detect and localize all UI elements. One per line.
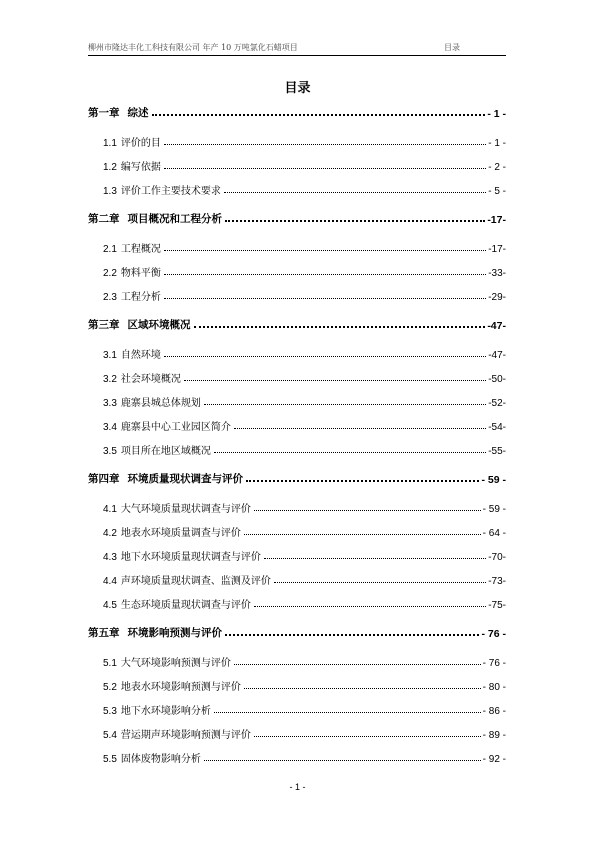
toc-section-entry[interactable] (103, 653, 506, 669)
toc-section-entry[interactable] (103, 287, 506, 303)
toc-entry-code: 3.2 (103, 374, 117, 385)
toc-chapter-entry[interactable] (88, 470, 506, 486)
toc-entry-page: -17- (488, 244, 506, 255)
toc-entry-title: 自然环境 (120, 350, 161, 361)
toc-entry-label (103, 548, 261, 563)
toc-entry-code: 4.4 (103, 576, 117, 587)
toc-entry-title: 物料平衡 (120, 268, 161, 279)
toc-entry-page: - 59 - (482, 504, 506, 515)
toc-chapter-entry[interactable] (88, 210, 506, 226)
toc-entry-label (103, 240, 161, 255)
toc-dot-leader (164, 250, 486, 251)
toc-entry-code: 3.5 (103, 446, 117, 457)
toc-entry-code: 第二章 (88, 213, 120, 225)
toc-entry-page: - 76 - (481, 628, 506, 640)
toc-entry-page: - 86 - (482, 706, 506, 717)
toc-entry-page: - 76 - (482, 658, 506, 669)
toc-entry-page: -17- (487, 214, 506, 226)
toc-dot-leader (244, 688, 481, 689)
toc-dot-leader (244, 534, 481, 535)
toc-entry-title: 环境质量现状调查与评价 (127, 473, 243, 485)
toc-entry-label (103, 346, 161, 361)
toc-entry-page: -55- (488, 446, 506, 457)
toc-entry-title: 综述 (127, 107, 149, 119)
toc-section-entry[interactable] (103, 701, 506, 717)
toc-dot-leader (274, 582, 486, 583)
toc-dot-leader (225, 634, 479, 636)
toc-entry-title: 固体废物影响分析 (120, 754, 201, 765)
toc-entry-code: 4.3 (103, 552, 117, 563)
toc-entry-title: 环境影响预测与评价 (127, 627, 222, 639)
toc-entry-label (103, 134, 161, 149)
toc-entry-title: 大气环境质量现状调查与评价 (120, 504, 251, 515)
toc-dot-leader (264, 558, 486, 559)
toc-entry-title: 地下水环境影响分析 (120, 706, 211, 717)
toc-entry-label (103, 158, 161, 173)
toc-entry-page: - 2 - (488, 162, 506, 173)
toc-section-entry[interactable] (103, 181, 506, 197)
toc-entry-code: 1.3 (103, 186, 117, 197)
toc-entry-label (103, 370, 181, 385)
toc-entry-label (103, 678, 241, 693)
toc-entry-code: 5.1 (103, 658, 117, 669)
toc-entry-code: 第四章 (88, 473, 120, 485)
toc-entry-page: -47- (488, 350, 506, 361)
toc-section-entry[interactable] (103, 499, 506, 515)
toc-entry-label (103, 418, 231, 433)
toc-dot-leader (246, 480, 479, 482)
header-document-title: 柳州市隆达丰化工科技有限公司 年产 10 万吨氯化石蜡项目 (88, 43, 298, 52)
toc-dot-leader (254, 510, 481, 511)
toc-section-entry[interactable] (103, 523, 506, 539)
toc-entry-title: 区域环境概况 (127, 319, 191, 331)
toc-chapter-entry[interactable] (88, 624, 506, 640)
toc-entry-page: -47- (487, 320, 506, 332)
toc-entry-label (88, 471, 243, 486)
toc-entry-page: - 89 - (482, 730, 506, 741)
toc-entry-title: 编写依据 (120, 162, 161, 173)
toc-entry-page: - 64 - (482, 528, 506, 539)
toc-entry-label (103, 182, 221, 197)
toc-entry-page: - 59 - (481, 474, 506, 486)
toc-dot-leader (194, 326, 486, 328)
toc-entry-code: 4.1 (103, 504, 117, 515)
toc-entry-page: - 1 - (488, 138, 506, 149)
toc-entry-code: 5.4 (103, 730, 117, 741)
toc-section-entry[interactable] (103, 239, 506, 255)
toc-entry-title: 地下水环境质量现状调查与评价 (120, 552, 261, 563)
toc-section-entry[interactable] (103, 133, 506, 149)
toc-entry-code: 5.2 (103, 682, 117, 693)
toc-dot-leader (214, 712, 481, 713)
toc-chapter-entry[interactable] (88, 104, 506, 120)
toc-entry-code: 2.1 (103, 244, 117, 255)
toc-entry-label (103, 288, 161, 303)
toc-dot-leader (204, 404, 486, 405)
toc-entry-label (103, 264, 161, 279)
toc-entry-code: 第五章 (88, 627, 120, 639)
toc-entry-page: -70- (488, 552, 506, 563)
toc-entry-label (103, 750, 201, 765)
page-number: - 1 - (289, 782, 306, 792)
toc-entry-code: 3.4 (103, 422, 117, 433)
toc-entry-code: 第一章 (88, 107, 120, 119)
toc-section-entry[interactable] (103, 417, 506, 433)
page-title: 目录 (284, 81, 311, 96)
toc-entry-title: 鹿寨县城总体规划 (120, 398, 201, 409)
toc-entry-code: 第三章 (88, 319, 120, 331)
toc-dot-leader (204, 760, 481, 761)
toc-entry-page: - 5 - (488, 186, 506, 197)
toc-entry-page: -52- (488, 398, 506, 409)
toc-section-entry[interactable] (103, 345, 506, 361)
toc-entry-page: -33- (488, 268, 506, 279)
toc-entry-title: 鹿寨县中心工业园区简介 (120, 422, 231, 433)
toc-entry-label (103, 394, 201, 409)
toc-section-entry[interactable] (103, 157, 506, 173)
toc-entry-title: 营运期声环境影响预测与评价 (120, 730, 251, 741)
toc-section-entry[interactable] (103, 595, 506, 611)
toc-entry-title: 工程概况 (120, 244, 161, 255)
toc-entry-label (103, 726, 251, 741)
toc-entry-label (103, 524, 241, 539)
toc-dot-leader (164, 274, 486, 275)
toc-dot-leader (164, 144, 486, 145)
toc-section-entry[interactable] (103, 547, 506, 563)
toc-entry-title: 评价工作主要技术要求 (120, 186, 221, 197)
toc-entry-code: 3.1 (103, 350, 117, 361)
toc-entry-title: 声环境质量现状调查、监测及评价 (120, 576, 271, 587)
toc-entry-page: - 92 - (482, 754, 506, 765)
toc-entry-title: 评价的目 (120, 138, 161, 149)
toc-entry-title: 工程分析 (120, 292, 161, 303)
toc-entry-title: 生态环境质量现状调查与评价 (120, 600, 251, 611)
toc-entry-page: -29- (488, 292, 506, 303)
toc-dot-leader (225, 220, 485, 222)
toc-chapter-entry[interactable] (88, 316, 506, 332)
toc-section-entry[interactable] (103, 369, 506, 385)
toc-entry-label (103, 572, 271, 587)
toc-entry-title: 大气环境影响预测与评价 (120, 658, 231, 669)
toc-dot-leader (234, 664, 481, 665)
toc-entry-code: 5.3 (103, 706, 117, 717)
toc-entry-label (103, 654, 231, 669)
toc-dot-leader (254, 736, 481, 737)
toc-entry-page: -73- (488, 576, 506, 587)
toc-section-entry[interactable] (103, 677, 506, 693)
toc-entry-code: 3.3 (103, 398, 117, 409)
toc-dot-leader (152, 114, 486, 116)
toc-entry-label (103, 442, 211, 457)
toc-entry-title: 地表水环境影响预测与评价 (120, 682, 241, 693)
toc-dot-leader (214, 452, 486, 453)
toc-entry-label (103, 500, 251, 515)
toc-dot-leader (164, 168, 486, 169)
toc-entry-code: 2.3 (103, 292, 117, 303)
toc-entry-page: -54- (488, 422, 506, 433)
toc-entry-page: -50- (488, 374, 506, 385)
toc-dot-leader (184, 380, 486, 381)
toc-section-entry[interactable] (103, 749, 506, 765)
toc-entry-code: 1.1 (103, 138, 117, 149)
toc-section-entry[interactable] (103, 263, 506, 279)
toc-entry-label (88, 625, 222, 640)
toc-dot-leader (234, 428, 486, 429)
toc-entry-title: 项目所在地区域概况 (120, 446, 211, 457)
toc-entry-label (103, 702, 211, 717)
toc-entry-code: 1.2 (103, 162, 117, 173)
toc-entry-label (88, 105, 149, 120)
toc-entry-code: 2.2 (103, 268, 117, 279)
toc-entry-label (103, 596, 251, 611)
toc-section-entry[interactable] (103, 571, 506, 587)
toc-entry-code: 4.5 (103, 600, 117, 611)
toc-dot-leader (224, 192, 486, 193)
toc-entry-page: - 80 - (482, 682, 506, 693)
toc-entry-label (88, 211, 222, 226)
toc-dot-leader (254, 606, 486, 607)
toc-entry-code: 4.2 (103, 528, 117, 539)
toc-entry-page: - 1 - (487, 108, 506, 120)
toc-entry-page: -75- (488, 600, 506, 611)
toc-section-entry[interactable] (103, 441, 506, 457)
toc-entry-title: 地表水环境质量调查与评价 (120, 528, 241, 539)
toc-entry-code: 5.5 (103, 754, 117, 765)
toc-entry-title: 社会环境概况 (120, 374, 181, 385)
toc-entry-label (88, 317, 191, 332)
header-section-name: 目录 (444, 43, 460, 52)
toc-section-entry[interactable] (103, 393, 506, 409)
toc-dot-leader (164, 356, 486, 357)
toc-section-entry[interactable] (103, 725, 506, 741)
toc-dot-leader (164, 298, 486, 299)
toc-entry-title: 项目概况和工程分析 (127, 213, 222, 225)
